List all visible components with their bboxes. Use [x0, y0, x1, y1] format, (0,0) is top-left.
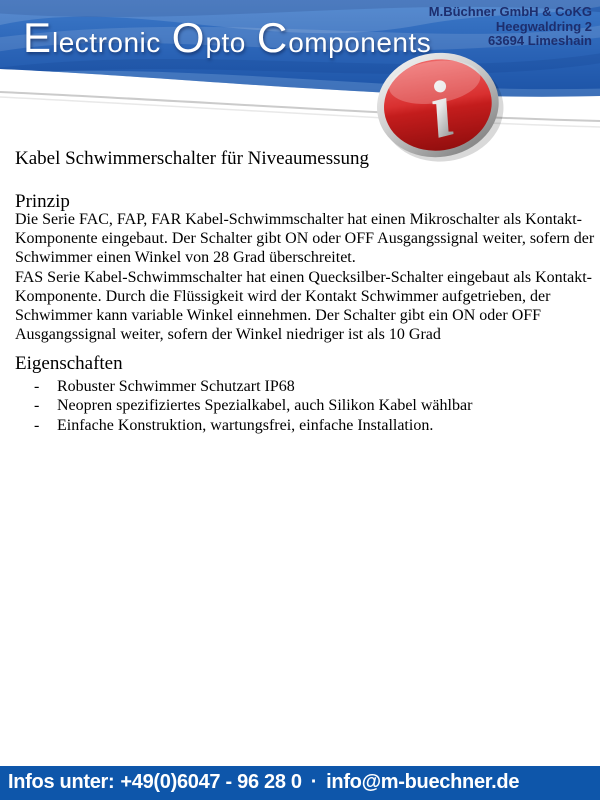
bullet-text: Neopren spezifiziertes Spezialkabel, auch Silikon Kabel wählbar	[57, 397, 473, 415]
footer-phone: +49(0)6047 - 96 28 0	[120, 771, 302, 793]
logo-word	[171, 14, 246, 61]
company-name: M.Büchner GmbH & CoKG	[428, 4, 592, 19]
section-heading-eigenschaften: Eigenschaften	[15, 353, 123, 374]
paragraph-line: Die Serie FAC, FAP, FAR Kabel-Schwimmschalter hat einen Mikroschalter als Kontakt-	[15, 211, 583, 228]
logo-word-rest: omponents	[288, 27, 432, 58]
company-street: Heegwaldring 2	[495, 18, 592, 34]
paragraph-line: FAS Serie Kabel-Schwimmschalter hat einen Quecksilber-Schalter eingebaut als Kontakt-	[15, 268, 592, 286]
logo-word-rest: lectronic	[52, 27, 161, 58]
logo-word-cap: O	[171, 14, 206, 61]
prinzip-paragraph	[15, 210, 594, 344]
info-icon[interactable]	[372, 50, 504, 162]
list-item	[34, 416, 472, 435]
bullet-marker: -	[34, 397, 40, 415]
logo-word-cap: E	[23, 14, 53, 61]
list-item	[34, 396, 472, 415]
paragraph-line: Komponente eingebaut. Der Schalter gibt ON oder OFF Ausgangssignal weiter, sofern der	[15, 230, 595, 248]
company-address	[429, 5, 592, 49]
bullet-text: Einfache Konstruktion, wartungsfrei, einfache Installation.	[57, 416, 434, 434]
company-city: 63694 Limeshain	[487, 33, 592, 48]
paragraph-line: Ausgangssignal weiter, sofern der Winkel niedriger ist als 10 Grad	[15, 326, 441, 344]
bullet-marker: -	[34, 378, 40, 395]
logo-word-rest: pto	[205, 27, 246, 58]
bullet-text: Robuster Schwimmer Schutzart IP68	[57, 378, 295, 395]
footer-separator: ·	[310, 771, 318, 793]
eigenschaften-list	[34, 377, 472, 435]
footer-email[interactable]: info@m-buechner.de	[326, 771, 520, 793]
logo-word	[23, 14, 161, 61]
section-heading-prinzip: Prinzip	[15, 191, 70, 212]
paragraph-line: Schwimmer einen Winkel von 28 Grad überschreitet.	[15, 249, 356, 267]
page-title: Kabel Schwimmerschalter für Niveaumessung	[15, 148, 370, 169]
paragraph-line: Schwimmer kann variable Winkel einnehmen. Der Schalter gibt ein ON oder OFF	[15, 307, 542, 325]
info-icon-glyph: i	[419, 64, 463, 156]
footer-label: Infos unter:	[8, 771, 115, 793]
list-item	[34, 377, 472, 396]
bullet-marker: -	[34, 416, 40, 434]
footer-bar	[0, 766, 600, 800]
paragraph-line: Komponente. Durch die Flüssigkeit wird der Kontakt Schwimmer aufgetrieben, der	[15, 287, 551, 305]
logo-word-cap: C	[256, 14, 289, 61]
